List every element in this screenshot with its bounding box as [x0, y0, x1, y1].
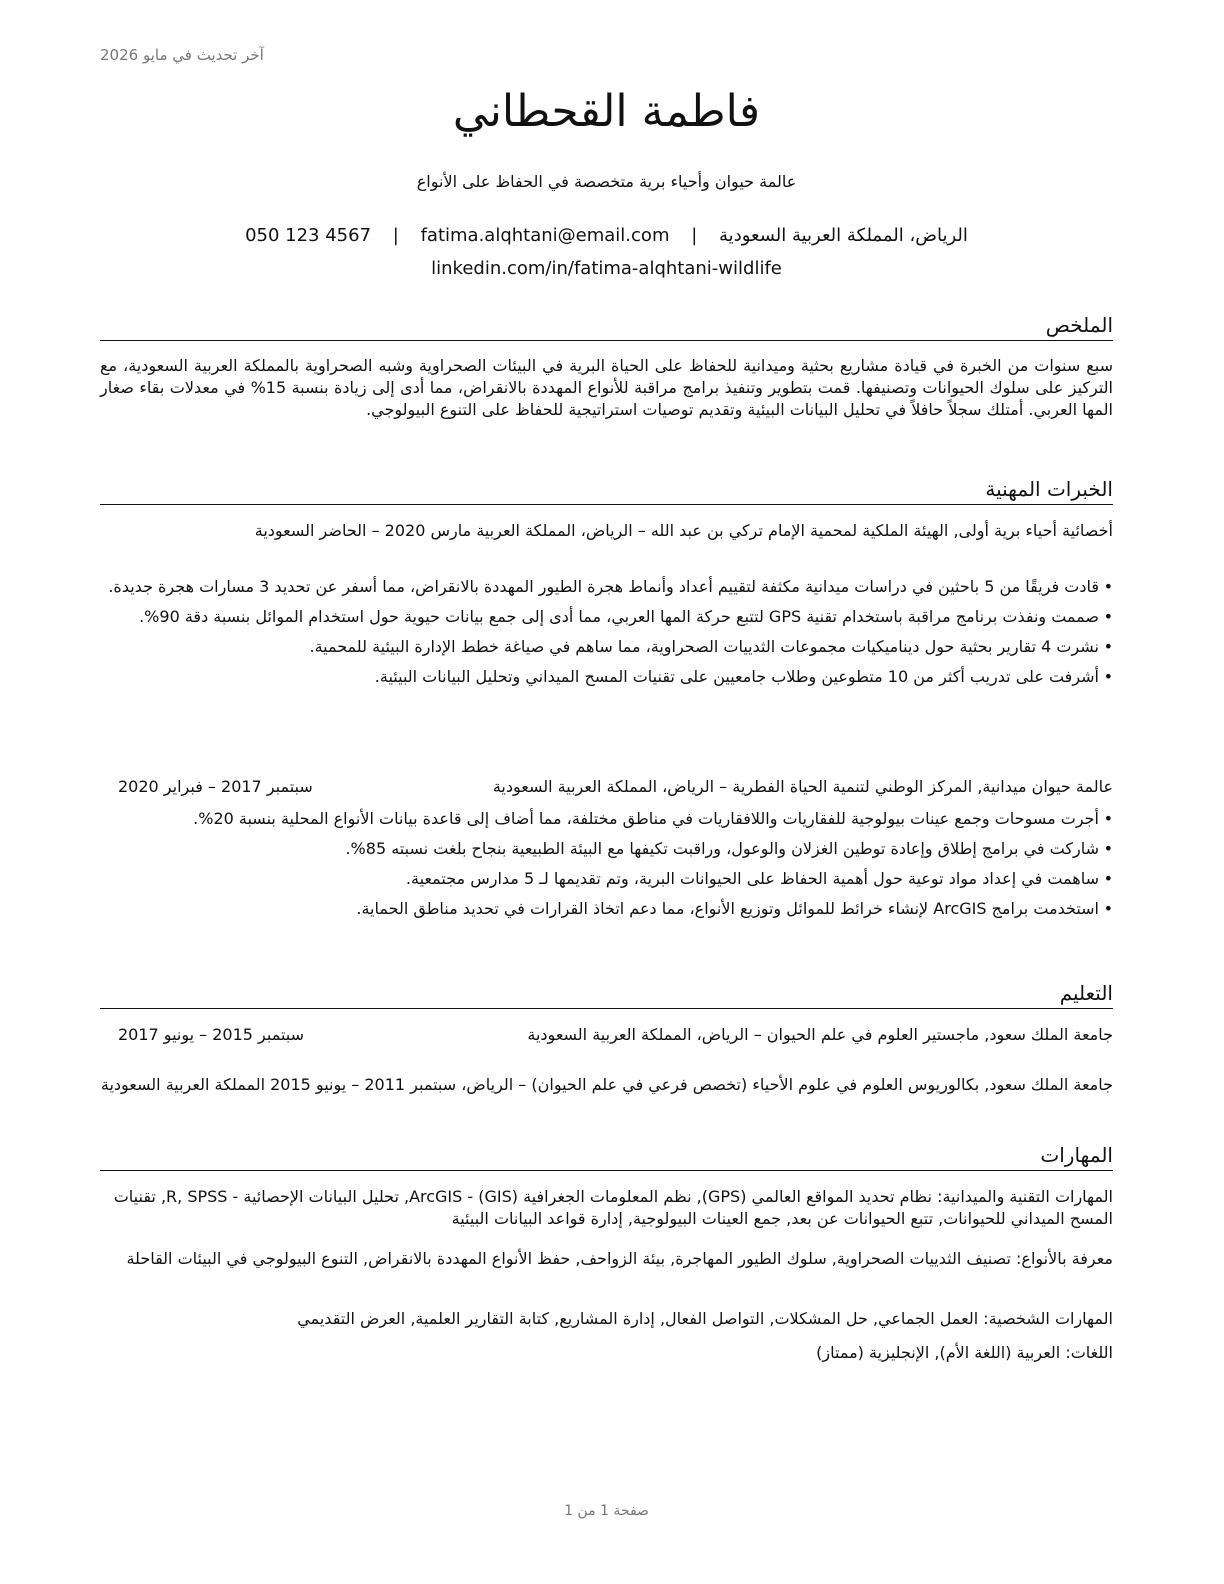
candidate-headline: عالمة حيوان وأحياء برية متخصصة في الحفاظ على الأنواع — [416, 172, 797, 191]
contact-separator: | — [691, 225, 698, 246]
location: الرياض، المملكة العربية السعودية — [719, 225, 968, 246]
list-item: • نشرت 4 تقارير بحثية حول ديناميكيات مجموعات الثدييات الصحراوية، مما ساهم في صياغة خطط الإدارة البيئية للمحمية. — [309, 637, 1113, 656]
list-item: • أجرت مسوحات وجمع عينات بيولوجية للفقاريات واللافقاريات في مناطق مختلفة، مما أضاف إلى قاعدة بيانات الأنواع المحلية بنسبة 20%. — [193, 809, 1113, 828]
page-number: صفحة 1 من 1 — [564, 1503, 649, 1519]
list-item: • ساهمت في إعداد مواد توعية حول أهمية الحفاظ على الحيوانات البرية، وتم تقديمها لـ 5 مدارس مجتمعية. — [405, 869, 1113, 888]
list-item: • أشرفت على تدريب أكثر من 10 متطوعين وطلاب جامعيين على تقنيات المسح الميداني وتحليل البيانات البيئية. — [374, 667, 1113, 686]
job-bullets — [100, 808, 1113, 928]
job-dates: سبتمبر 2017 – فبراير 2020 — [118, 777, 313, 796]
contact-line — [100, 224, 1113, 248]
list-item: • قادت فريقًا من 5 باحثين في دراسات ميدانية مكثفة لتقييم أعداد وأنماط هجرة الطيور المهددة بالانقراض، مما أسفر عن تحديد 3 مسارات هجرة جديدة. — [108, 577, 1113, 596]
email-link[interactable]: fatima.alqhtani@email.com — [420, 225, 670, 246]
list-item: • شاركت في برامج إطلاق وإعادة توطين الغزلان والوعول، وراقبت تكيفها مع البيئة الطبيعية بنجاح بلغت نسبته 85%. — [345, 839, 1113, 858]
section-title-experience: الخبرات المهنية — [100, 474, 1113, 505]
bullet-icon: • — [1103, 577, 1113, 596]
list-item: • صممت ونفذت برنامج مراقبة باستخدام تقنية GPS لتتبع حركة المها العربي، مما أدى إلى جمع بيانات حيوية حول استخدام الموائل بنسبة دقة 90%. — [139, 607, 1113, 626]
bullet-icon: • — [1103, 899, 1113, 918]
last-updated: آخر تحديث في مايو 2026 — [100, 46, 264, 64]
summary-text: سبع سنوات من الخبرة في قيادة مشاريع بحثية وميدانية للحفاظ على الحياة البرية في البيئات الصحراوية وشبه الصحراوية بالمملكة العربية السعودية، مع التركيز على سلوك الحيوانات وتصنيفها. قمت بتطوير وتنفيذ برامج مراقبة للأنواع المهددة بالانقراض، مما أدى إلى زيادة بنسبة 15% في معدلات بقاء صغار المها العربي. أمتلك سجلاً حافلاً في تحليل البيانات البيئية وتقديم توصيات استراتيجية للحفاظ على التنوع البيولوجي. — [100, 356, 1113, 419]
education-item: جامعة الملك سعود, بكالوريوس العلوم في علوم الأحياء (تخصص فرعي في علم الحيوان) – الرياض، سبتمبر 2011 – يونيو 2015 المملكة العربية السعودية — [100, 1075, 1113, 1094]
phone-number: 050 123 4567 — [245, 225, 372, 246]
bullet-icon: • — [1103, 667, 1113, 686]
bullet-icon: • — [1103, 607, 1113, 626]
section-title-skills: المهارات — [100, 1140, 1113, 1171]
resume-page — [100, 0, 1113, 1584]
job-heading: أخصائية أحياء برية أولى, الهيئة الملكية لمحمية الإمام تركي بن عبد الله – الرياض، المملكة العربية مارس 2020 – الحاضر السعودية — [254, 521, 1113, 540]
list-item: • استخدمت برامج ArcGIS لإنشاء خرائط للموائل وتوزيع الأنواع، مما دعم اتخاذ القرارات في تحديد مناطق الحماية. — [356, 899, 1113, 918]
bullet-icon: • — [1103, 809, 1113, 828]
skills-line: المهارات التقنية والميدانية: نظام تحديد المواقع العالمي (GPS), نظم المعلومات الجغرافية (GIS) - ArcGIS, تحليل البيانات الإحصائية - R, SPSS, تقنيات المسح الميداني للحيوانات, تتبع الحيوانات عن بعد, جمع العينات البيولوجية, إدارة قواعد البيانات البيئية — [113, 1187, 1113, 1228]
skills-line: المهارات الشخصية: العمل الجماعي, حل المشكلات, التواصل الفعال, إدارة المشاريع, كتابة التقارير العلمية, العرض التقديمي — [297, 1309, 1113, 1328]
education-dates: سبتمبر 2015 – يونيو 2017 — [118, 1025, 305, 1044]
skills-line: اللغات: العربية (اللغة الأم), الإنجليزية (ممتاز) — [816, 1343, 1113, 1362]
degree: جامعة الملك سعود, ماجستير العلوم في علم الحيوان – الرياض، المملكة العربية السعودية — [527, 1025, 1113, 1044]
job-bullets — [100, 576, 1113, 696]
linkedin-link[interactable]: linkedin.com/in/fatima-alqhtani-wildlife — [431, 258, 782, 279]
bullet-icon: • — [1103, 839, 1113, 858]
section-title-summary: الملخص — [100, 310, 1113, 341]
candidate-name: فاطمة القحطاني — [452, 86, 761, 137]
section-title-education: التعليم — [100, 978, 1113, 1009]
contact-separator: | — [392, 225, 399, 246]
bullet-icon: • — [1103, 869, 1113, 888]
bullet-icon: • — [1103, 637, 1113, 656]
job-title: عالمة حيوان ميدانية, المركز الوطني لتنمية الحياة الفطرية – الرياض، المملكة العربية السعودية — [492, 777, 1113, 796]
skills-line: معرفة بالأنواع: تصنيف الثدييات الصحراوية, سلوك الطيور المهاجرة, بيئة الزواحف, حفظ الأنواع المهددة بالانقراض, التنوع البيولوجي في البيئات القاحلة — [126, 1249, 1113, 1268]
